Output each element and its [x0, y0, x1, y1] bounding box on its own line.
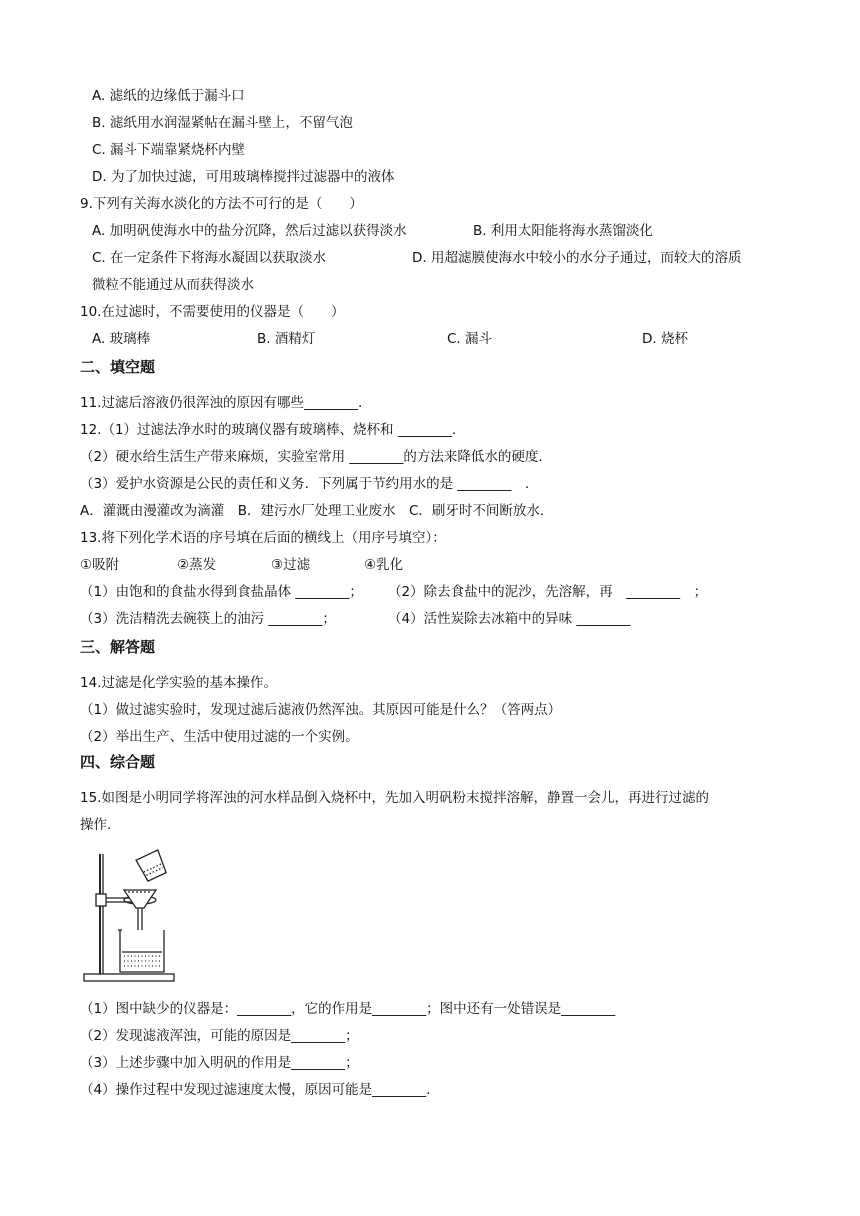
q15-stem-line-2: 操作.	[80, 817, 112, 833]
q13-part-2: （2）除去食盐中的泥沙，先溶解，再 ________ ；	[388, 584, 708, 600]
q13-term-1: ①吸附	[80, 557, 120, 573]
q13-term-4: ④乳化	[364, 557, 404, 573]
q8-option-c: C. 漏斗下端靠紧烧杯内壁	[92, 142, 246, 158]
q9-option-b: B. 利用太阳能将海水蒸馏淡化	[473, 223, 653, 239]
q8-option-b: B. 滤纸用水润湿紧帖在漏斗壁上，不留气泡	[92, 115, 353, 131]
q14-part-1: （1）做过滤实验时，发现过滤后滤液仍然浑浊。其原因可能是什么？（答两点）	[80, 702, 562, 718]
q9-option-c: C. 在一定条件下将海水凝固以获取淡水	[92, 250, 327, 266]
q10-option-b: B. 酒精灯	[257, 331, 316, 347]
filtration-apparatus-icon	[82, 848, 182, 986]
q13-term-3: ③过滤	[271, 557, 311, 573]
q13-part-4: （4）活性炭除去冰箱中的异味 ________	[388, 611, 631, 627]
q9-option-d: D. 用超滤膜使海水中较小的水分子通过，而较大的溶质	[412, 250, 742, 266]
q14-stem: 14.过滤是化学实验的基本操作。	[80, 675, 277, 691]
q11: 11.过滤后溶液仍很浑浊的原因有哪些________.	[80, 395, 363, 411]
q15-part-1: （1）图中缺少的仪器是：________，它的作用是________；图中还有一处错误是________	[80, 1001, 616, 1017]
q9-option-d-cont: 微粒不能通过从而获得淡水	[92, 277, 254, 293]
q8-option-a: A. 滤纸的边缘低于漏斗口	[92, 88, 245, 104]
q15-part-3: （3）上述步骤中加入明矾的作用是________；	[80, 1055, 359, 1071]
q13-term-2: ②蒸发	[177, 557, 217, 573]
q12-line-4: A．灌溉由漫灌改为滴灌 B．建污水厂处理工业废水 C．刷牙时不间断放水.	[80, 503, 545, 519]
q13-part-3: （3）洗洁精洗去碗筷上的油污 ________；	[80, 611, 336, 627]
q14-part-2: （2）举出生产、生活中使用过滤的一个实例。	[80, 729, 359, 745]
q13-stem: 13.将下列化学术语的序号填在后面的横线上（用序号填空）：	[80, 530, 446, 546]
q12-line-3: （3）爱护水资源是公民的责任和义务．下列属于节约用水的是 ________ .	[80, 476, 530, 492]
q9-option-a: A. 加明矾使海水中的盐分沉降，然后过滤以获得淡水	[92, 223, 407, 239]
section-heading-comprehensive: 四、综合题	[80, 753, 156, 771]
q13-part-1: （1）由饱和的食盐水得到食盐晶体 ________；	[80, 584, 363, 600]
q9-stem: 9.下列有关海水淡化的方法不可行的是（ ）	[80, 196, 363, 212]
q15-part-2: （2）发现滤液浑浊，可能的原因是________；	[80, 1028, 359, 1044]
q10-option-c: C. 漏斗	[447, 331, 493, 347]
q10-stem: 10.在过滤时，不需要使用的仪器是（ ）	[80, 304, 345, 320]
section-heading-fill-in: 二、填空题	[80, 358, 156, 376]
q12-line-1: 12.（1）过滤法净水时的玻璃仪器有玻璃棒、烧杯和 ________.	[80, 422, 457, 438]
q12-line-2: （2）硬水给生活生产带来麻烦，实验室常用 ________的方法来降低水的硬度.	[80, 449, 543, 465]
q15-stem-line-1: 15.如图是小明同学将浑浊的河水样品倒入烧杯中，先加入明矾粉末搅拌溶解，静置一会儿，再进行过滤的	[80, 790, 709, 806]
q8-option-d: D. 为了加快过滤，可用玻璃棒搅拌过滤器中的液体	[92, 169, 395, 185]
q10-option-d: D. 烧杯	[642, 331, 688, 347]
section-heading-answer: 三、解答题	[80, 638, 156, 656]
q10-option-a: A. 玻璃棒	[92, 331, 151, 347]
q15-part-4: （4）操作过程中发现过滤速度太慢，原因可能是________.	[80, 1082, 431, 1098]
